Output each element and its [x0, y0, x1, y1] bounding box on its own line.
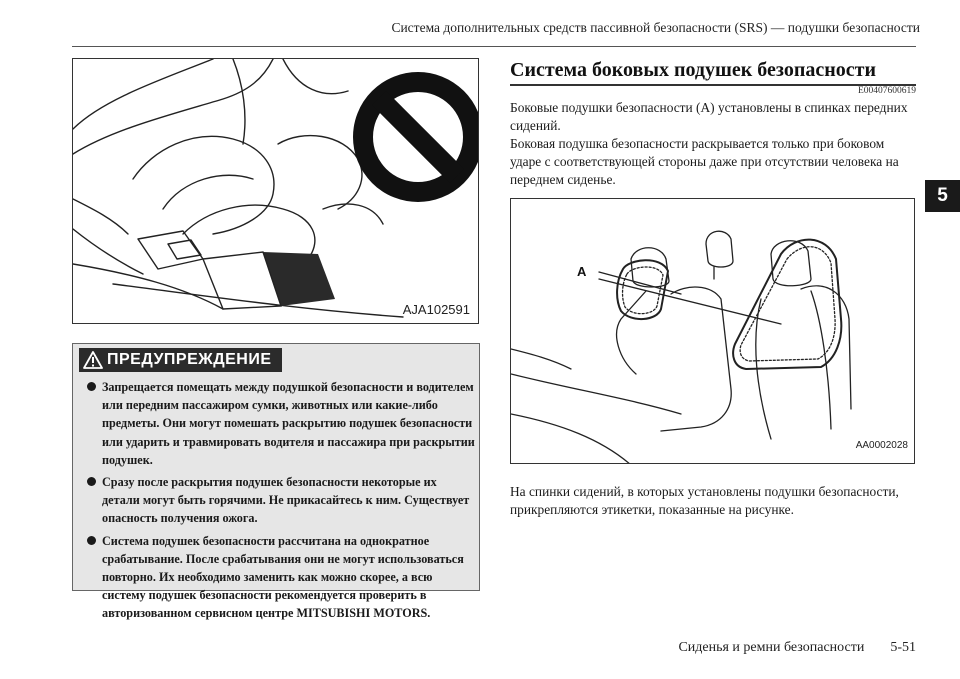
warning-box — [72, 343, 480, 621]
warning-item — [87, 378, 477, 469]
bullet-icon — [87, 536, 96, 545]
figure-code: AA0002028 — [855, 440, 908, 451]
chapter-tab: 5 — [925, 180, 960, 212]
warning-header — [79, 348, 282, 372]
section-code: E00407600619 — [857, 86, 916, 96]
warning-item-text: Сразу после раскрытия подушек безопасности некоторые их детали могут быть горячими. Не прикасайтесь к ним. Существует опасность получения ожога. — [102, 475, 470, 526]
header-rule — [72, 46, 916, 47]
warning-item — [87, 532, 477, 623]
figure-code: AJA102591 — [402, 302, 470, 317]
illustration-hand-object — [73, 59, 479, 324]
warning-item — [87, 473, 477, 528]
label-a: A — [577, 264, 587, 279]
illustration-seats-airbags — [511, 199, 915, 464]
prohibition-icon — [363, 82, 473, 192]
warning-triangle-icon — [83, 351, 103, 369]
page-footer — [560, 640, 916, 656]
footer-section-name: Сиденья и ремни безопасности — [678, 640, 865, 655]
section-title: Система боковых подушек безопасности — [510, 56, 916, 86]
warning-item-text: Запрещается помещать между подушкой безопасности и водителем или передним пассажиром сумки, животных или какие-либо предметы. Они могут помешать раскрытию подушек безопасности или ударить и травмировать водителя и пассажира при раскрытии подушек. — [102, 380, 475, 467]
section-paragraph: Боковые подушки безопасности (A) установлены в спинках передних сидений. Боковая подушка безопасности раскрывается только при боковом ударе с соответствующей стороны даже при отсутствии человека на переднем сиденье. — [510, 100, 908, 187]
bullet-icon — [87, 382, 96, 391]
warning-item-text: Система подушек безопасности рассчитана на однократное срабатывание. После срабатывания они не могут использоваться повторно. Их необходимо заменить как можно скорее, а всю систему подушек безопасности рекомендуется проверить в авторизованном сервисном центре MITSUBISHI MOTORS. — [102, 533, 464, 621]
warning-list — [87, 378, 477, 627]
figure-side-airbags — [510, 198, 915, 464]
section-paragraph: На спинки сидений, в которых установлены подушки безопасности, прикрепляются этикетки, показанные на рисунке. — [510, 484, 899, 517]
figure-prohibited-object — [72, 58, 479, 324]
warning-title: ПРЕДУПРЕЖДЕНИЕ — [107, 351, 272, 368]
running-header: Система дополнительных средств пассивной безопасности (SRS) — подушки безопасности — [391, 20, 920, 35]
page-number: 5-51 — [890, 640, 916, 655]
bullet-icon — [87, 477, 96, 486]
